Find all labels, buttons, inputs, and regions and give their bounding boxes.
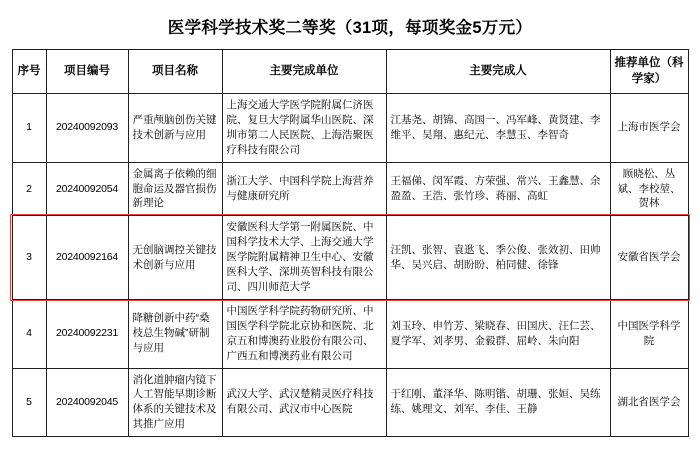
- cell-code: 20240092231: [46, 299, 128, 368]
- table-row: [12, 162, 688, 216]
- cell-code: 20240092045: [46, 368, 128, 437]
- cell-recommender: 安徽省医学会: [610, 216, 688, 300]
- cell-recommender: 中国医学科学院: [610, 299, 688, 368]
- cell-project: 无创脑调控关键技术创新与应用: [128, 216, 222, 300]
- cell-code: 20240092054: [46, 162, 128, 216]
- cell-index: 1: [12, 94, 46, 163]
- page-title: 医学科学技术奖二等奖（31项，每项奖金5万元）: [167, 19, 533, 37]
- cell-recommender: 上海市医学会: [610, 94, 688, 163]
- column-header-people: 主要完成人: [386, 50, 610, 94]
- table-row: [12, 216, 688, 300]
- column-header-recommender: 推荐单位（科学家）: [610, 50, 688, 94]
- cell-people: 汪凯、张智、袁逖飞、季公俊、张效初、田帅华、吴兴启、胡盼盼、柏同健、徐锋: [386, 216, 610, 300]
- table-header-row: [12, 50, 688, 94]
- column-header-code: 项目编号: [46, 50, 128, 94]
- cell-index: 5: [12, 368, 46, 437]
- cell-code: 20240092164: [46, 216, 128, 300]
- cell-index: 3: [12, 216, 46, 300]
- cell-code: 20240092093: [46, 94, 128, 163]
- award-table: [12, 49, 689, 437]
- column-header-units: 主要完成单位: [222, 50, 386, 94]
- cell-project: 金属离子依赖的细胞命运及器官损伤新理论: [128, 162, 222, 216]
- cell-units: 浙江大学、中国科学院上海营养与健康研究所: [222, 162, 386, 216]
- cell-recommender: 湖北省医学会: [610, 368, 688, 437]
- cell-people: 江基尧、胡锦、高国一、冯军峰、黄贤建、李维平、吴翔、惠纪元、李慧玉、李智奇: [386, 94, 610, 163]
- column-header-index: 序号: [12, 50, 46, 94]
- cell-units: 武汉大学、武汉楚精灵医疗科技有限公司、武汉市中心医院: [222, 368, 386, 437]
- cell-project: 严重颅脑创伤关键技术创新与应用: [128, 94, 222, 163]
- table-row: [12, 94, 688, 163]
- cell-people: 王福俤、闵军霞、方荣强、常兴、王鑫慧、余盈盈、王浩、张竹珍、蒋丽、高虹: [386, 162, 610, 216]
- cell-units: 中国医学科学院药物研究所、中国医学科学院北京协和医院、北京五和博澳药业股份有限公司、广西五和博澳药业有限公司: [222, 299, 386, 368]
- table-row: [12, 368, 688, 437]
- cell-people: 刘玉玲、申竹芳、梁晓春、田国庆、汪仁芸、夏学军、刘孝男、金毅群、屈岭、朱向阳: [386, 299, 610, 368]
- cell-index: 2: [12, 162, 46, 216]
- cell-units: 安徽医科大学第一附属医院、中国科学技术大学、上海交通大学医学院附属精神卫生中心、安徽医科大学、深圳英智科技有限公司、四川师范大学: [222, 216, 386, 300]
- cell-project: 降糖创新中药“桑枝总生物碱”研制与应用: [128, 299, 222, 368]
- cell-index: 4: [12, 299, 46, 368]
- cell-units: 上海交通大学医学院附属仁济医院、复旦大学附属华山医院、深圳市第二人民医院、上海浩聚医疗科技有限公司: [222, 94, 386, 163]
- cell-project: 消化道肿瘤内镜下人工智能早期诊断体系的关键技术及其推广应用: [128, 368, 222, 437]
- table-row: [12, 299, 688, 368]
- column-header-project: 项目名称: [128, 50, 222, 94]
- cell-recommender: 顾晓松、丛斌、李校堃、贺林: [610, 162, 688, 216]
- cell-people: 于红刚、董泽华、陈明锴、胡珊、张姮、吴练练、姚理文、刘军、李佳、王静: [386, 368, 610, 437]
